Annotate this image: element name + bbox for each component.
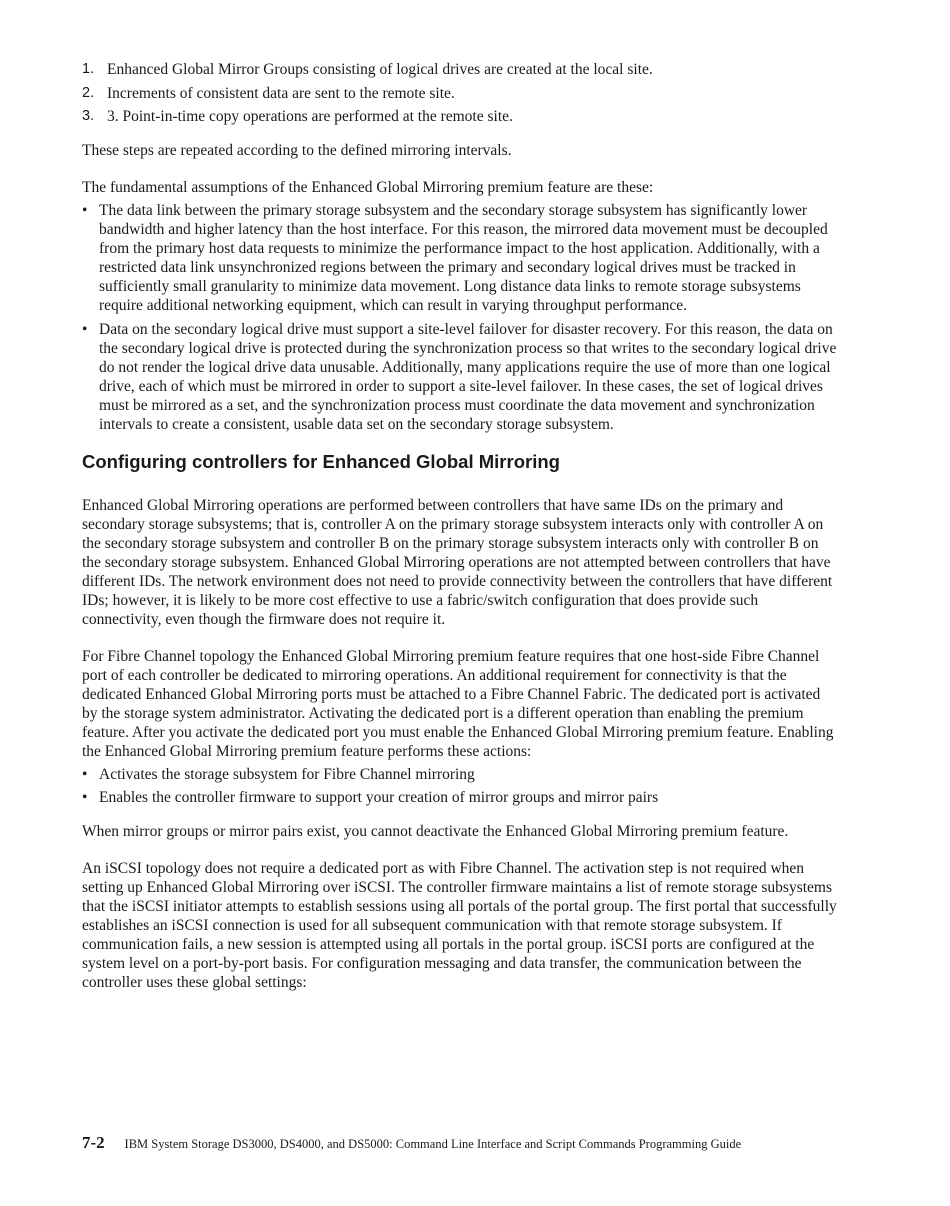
step-text: Enhanced Global Mirror Groups consisting of logical drives are created at the local site. [107, 61, 653, 78]
list-item [82, 60, 837, 79]
section-heading: Configuring controllers for Enhanced Global Mirroring [82, 450, 560, 472]
paragraph-deactivate: When mirror groups or mirror pairs exist, you cannot deactivate the Enhanced Global Mirroring premium feature. [82, 823, 789, 840]
bullet-icon: • [82, 789, 88, 806]
list-item-text: The data link between the primary storage subsystem and the secondary storage subsystem has significantly lower bandwidth and higher latency than the host interface. For this reason, the mirrored data movement must be decoupled from the primary host data requests to minimize the performance impact to the host application. Additionally, with a restricted data link unsynchronized regions between the primary and secondary logical drives must be tracked in sufficiently small granularity to minimize data movement. Long distance data links to remote storage subsystems require additional networking equipment, which can result in varying throughput performance. [99, 202, 828, 314]
page-number: 7-2 [82, 1133, 105, 1152]
paragraph-controllers: Enhanced Global Mirroring operations are performed between controllers that have same IDs on the primary and secondary storage subsystems; that is, controller A on the primary storage subsystem interacts only with controller A on the secondary storage subsystem and controller B on the primary storage subsystem interacts only with controller B on the secondary storage subsystem. Enhanced Global Mirroring operations are not attempted between controllers that have different IDs. The network environment does not need to provide connectivity between the controllers that have different IDs; however, it is likely to be more cost effective to use a fabric/switch configuration that does provide such connectivity, even though the firmware does not require it. [82, 496, 833, 628]
paragraph-assumptions: The fundamental assumptions of the Enhanced Global Mirroring premium feature are these: [82, 179, 654, 196]
list-item [82, 765, 837, 784]
step-text: Increments of consistent data are sent to the remote site. [107, 84, 455, 102]
step-number: 1. [82, 61, 95, 77]
page-footer [82, 1133, 882, 1154]
paragraph-repeat: These steps are repeated according to the defined mirroring intervals. [82, 142, 512, 159]
bullet-icon: • [82, 765, 88, 783]
list-item [82, 320, 837, 434]
assumptions-list [82, 201, 837, 434]
list-item-text: Enables the controller firmware to support your creation of mirror groups and mirror pairs [99, 789, 659, 806]
step-number: 3. [82, 108, 95, 124]
steps-list [82, 60, 837, 126]
step-number: 2. [82, 84, 95, 101]
list-item-text: Activates the storage subsystem for Fibre Channel mirroring [99, 765, 475, 783]
step-text: 3. Point-in-time copy operations are performed at the remote site. [107, 108, 513, 125]
bullet-icon: • [82, 202, 88, 219]
bullet-icon: • [82, 320, 88, 338]
list-item [82, 788, 837, 807]
list-item [82, 107, 837, 126]
page-body [82, 60, 837, 992]
book-title: IBM System Storage DS3000, DS4000, and DS5000: Command Line Interface and Script Commands Programming Guide [124, 1137, 742, 1151]
actions-list [82, 765, 837, 808]
list-item [82, 84, 837, 103]
list-item-text: Data on the secondary logical drive must support a site-level failover for disaster recovery. For this reason, the data on the secondary logical drive is protected during the synchronization process so that writes to the secondary logical drive do not render the logical drive data unusable. Additionally, many applications require the use of more than one logical drive, each of which must be mirrored in order to support a site-level failover. In these cases, the set of logical drives must be mirrored as a set, and the synchronization process must coordinate the data movement and synchronization intervals to create a consistent, usable data set on the secondary storage subsystem. [99, 320, 837, 433]
paragraph-iscsi: An iSCSI topology does not require a dedicated port as with Fibre Channel. The activation step is not required when setting up Enhanced Global Mirroring over iSCSI. The controller firmware maintains a list of remote storage subsystems that the iSCSI initiator attempts to establish sessions using all portals of the portal group. The first portal that successfully establishes an iSCSI connection is used for all subsequent communication with that remote storage subsystem. If communication fails, a new session is attempted using all portals in the portal group. iSCSI ports are configured at the system level on a port-by-port basis. For configuration messaging and data transfer, the communication between the controller uses these global settings: [82, 860, 837, 991]
list-item [82, 201, 837, 315]
paragraph-fibre-channel: For Fibre Channel topology the Enhanced Global Mirroring premium feature requires that one host-side Fibre Channel port of each controller be dedicated to mirroring operations. An additional requirement for connectivity is that the dedicated Enhanced Global Mirroring ports must be attached to a Fibre Channel Fabric. The dedicated port is activated by the storage system administrator. Activating the dedicated port is a different operation than enabling the premium feature. After you activate the dedicated port you must enable the Enhanced Global Mirroring premium feature. Enabling the Enhanced Global Mirroring premium feature performs these actions: [82, 647, 834, 760]
